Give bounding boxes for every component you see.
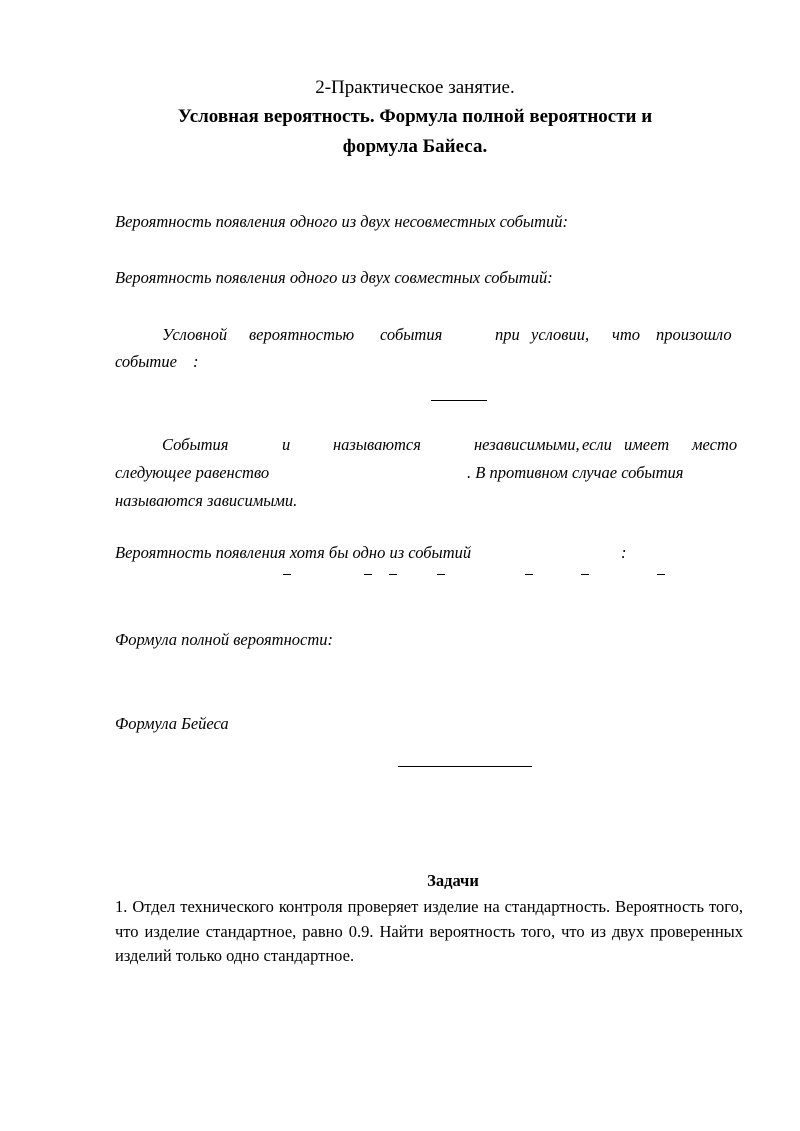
complement-bar-6 [581,574,589,575]
complement-bar-4 [437,574,445,575]
complement-bar-1 [283,574,291,575]
cond-word-4: при [495,325,520,344]
lesson-title-line2: формула Байеса. [342,136,488,157]
indep-word-5: если [582,435,612,454]
indep-word-7: место [692,435,738,454]
indep-word-2: и [282,435,291,454]
task-1: 1. Отдел технического контроля проверяет изделие на стандартность. Вероятность того, что изделие стандартное, равно 0.9. Найти вероятность того, что из двух проверенных изделий только одно стандартное. [115,897,743,965]
complement-bar-2 [364,574,372,575]
incompatible-events-text: Вероятность появления одного из двух несовместных событий: [115,212,568,231]
indep-word-6: имеет [624,435,670,454]
cond-word-1: Условной [162,325,228,344]
complement-bar-5 [525,574,533,575]
cond-word-6: что [612,325,641,344]
bayes-fraction-line [398,766,532,767]
indep-line2-right: . В противном случае события [467,463,684,482]
at-least-one-text: Вероятность появления хотя бы одно из событий [115,543,472,562]
indep-word-4: независимыми, [474,435,580,454]
cond-word-2: вероятностью [249,325,355,344]
complement-bar-3 [389,574,397,575]
lesson-title-line1: Условная вероятность. Формула полной вероятности и [177,106,653,127]
compatible-events-text: Вероятность появления одного из двух совместных событий: [115,268,553,287]
at-least-one-colon: : [621,543,627,562]
lesson-number: 2-Практическое занятие. [315,77,515,98]
cond-line2: событие : [115,352,199,371]
bayes-text: Формула Бейеса [115,714,229,733]
indep-word-3: называются [333,435,421,454]
cond-word-3: события [380,325,443,344]
cond-word-5: условии, [531,325,590,344]
indep-line2-left: следующее равенство [115,463,270,482]
total-probability-text: Формула полной вероятности: [115,630,333,649]
cond-word-7: произошло [656,325,732,344]
tasks-heading: Задачи [427,871,479,890]
indep-word-1: События [162,435,229,454]
indep-line3: называются зависимыми. [115,491,298,510]
conditional-fraction-line [431,400,487,401]
complement-bar-7 [657,574,665,575]
